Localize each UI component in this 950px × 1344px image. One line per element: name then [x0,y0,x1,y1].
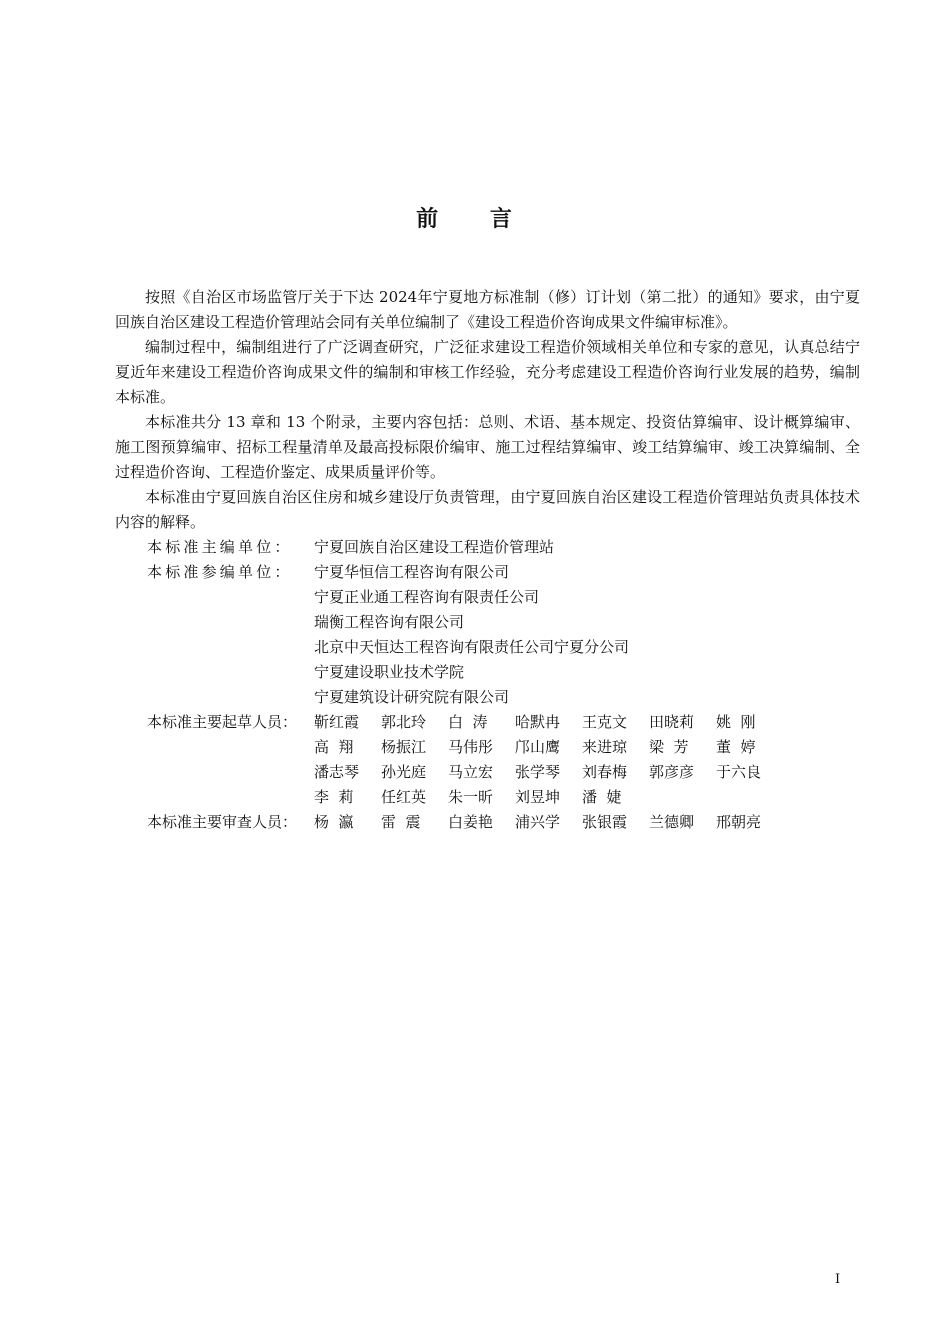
drafter-name: 于六良 [716,763,762,781]
drafter-name: 哈默冉 [515,713,561,731]
drafter-name: 梁 芳 [649,738,689,756]
paragraph-2: 编制过程中，编制组进行了广泛调查研究，广泛征求建设工程造价领域相关单位和专家的意见，认真总结宁夏近年来建设工程造价咨询成果文件的编制和审核工作经验，充分考虑建设工程造价咨询行业发展的趋势，编制本标准。 [115,338,860,406]
reviewer-name: 白姜艳 [448,813,494,831]
preface-body [115,285,860,835]
chief-unit-row [115,535,860,560]
drafter-name: 田晓莉 [649,713,695,731]
drafter-name: 高 翔 [314,738,354,756]
page-title: 前 言 [416,207,534,232]
drafter-name: 郭彦彦 [649,763,695,781]
reviewer-name: 邢朝亮 [716,813,762,831]
drafter-name: 任红英 [381,788,427,806]
reviewers-row [115,810,860,835]
drafter-name: 马伟彤 [448,738,494,756]
drafter-name: 来进琼 [582,738,628,756]
page-number: I [835,1272,841,1287]
drafter-name: 杨振江 [381,738,427,756]
drafter-name: 刘春梅 [582,763,628,781]
participating-unit: 宁夏建筑设计研究院有限公司 [314,688,510,706]
participating-unit-row [115,610,860,635]
drafter-name: 白 涛 [448,713,488,731]
reviewer-name: 杨 瀛 [314,813,354,831]
drafter-name: 靳红霞 [314,713,360,731]
reviewers-label: 本标准主要审查人员： [147,813,298,831]
drafter-name: 刘昱坤 [515,788,561,806]
drafters-row [115,735,860,760]
participating-unit: 宁夏正业通工程咨询有限责任公司 [314,588,540,606]
drafters-row [115,760,860,785]
participating-unit: 宁夏华恒信工程咨询有限公司 [314,563,510,581]
drafter-name: 马立宏 [448,763,494,781]
drafters-row [115,710,860,735]
paragraph-3: 本标准共分 13 章和 13 个附录，主要内容包括：总则、术语、基本规定、投资估算编审、设计概算编审、施工图预算编审、招标工程量清单及最高投标限价编审、施工过程结算编审、竣工结算编审、竣工决算编制、全过程造价咨询、工程造价鉴定、成果质量评价等。 [115,413,860,481]
reviewer-name: 雷 震 [381,813,421,831]
participating-unit: 瑞衡工程咨询有限公司 [314,613,465,631]
chief-unit-label: 本标准主编单位： [147,538,293,556]
participating-units-label: 本标准参编单位： [147,563,293,581]
drafter-name: 王克文 [582,713,628,731]
reviewer-name: 兰德卿 [649,813,695,831]
participating-unit-row [115,685,860,710]
reviewer-name: 张银霞 [582,813,628,831]
drafter-name: 潘 婕 [582,788,622,806]
drafters-row [115,785,860,810]
participating-unit-row [115,560,860,585]
paragraph-4: 本标准由宁夏回族自治区住房和城乡建设厅负责管理，由宁夏回族自治区建设工程造价管理站负责具体技术内容的解释。 [115,488,860,531]
drafter-name: 李 莉 [314,788,354,806]
drafter-name: 董 婷 [716,738,756,756]
participating-unit: 宁夏建设职业技术学院 [314,663,465,681]
drafter-name: 邝山鹰 [515,738,561,756]
participating-unit: 北京中天恒达工程咨询有限责任公司宁夏分公司 [314,638,630,656]
paragraph-1: 按照《自治区市场监管厅关于下达 2024年宁夏地方标准制（修）订计划（第二批）的通知》要求，由宁夏回族自治区建设工程造价管理站会同有关单位编制了《建设工程造价咨询成果文件编审标准》。 [115,288,860,331]
reviewer-name: 浦兴学 [515,813,561,831]
chief-unit-value: 宁夏回族自治区建设工程造价管理站 [314,538,555,556]
drafter-name: 张学琴 [515,763,561,781]
drafter-name: 姚 刚 [716,713,756,731]
participating-unit-row [115,635,860,660]
drafter-name: 孙光庭 [381,763,427,781]
drafters-label: 本标准主要起草人员： [147,713,298,731]
participating-unit-row [115,660,860,685]
participating-unit-row [115,585,860,610]
drafter-name: 潘志琴 [314,763,360,781]
drafter-name: 郭北玲 [381,713,427,731]
drafter-name: 朱一昕 [448,788,494,806]
